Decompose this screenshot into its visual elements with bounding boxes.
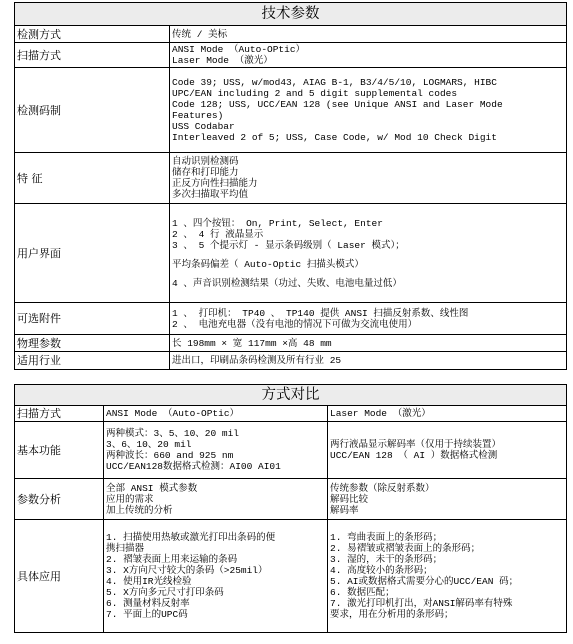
spec-row-industry <box>15 352 567 370</box>
compare-label: 具体应用 <box>15 520 104 633</box>
spec-value-line: 2 、 4 行 液晶显示 <box>172 228 264 240</box>
spec-row-symbologies <box>15 68 567 153</box>
spec-row-features <box>15 153 567 204</box>
compare-ansi-line: 两种波长：660 and 925 nm <box>106 450 234 461</box>
compare-ansi-line: 携扫描器 <box>106 543 145 554</box>
spec-value-line: Interleaved 2 of 5; USS, Case Code, w/ Mod 10 Check Digit <box>172 132 497 143</box>
compare-laser-cell <box>328 422 567 479</box>
spec-label: 适用行业 <box>15 352 170 370</box>
spec-value-line: Features) <box>172 110 224 121</box>
compare-header-ansi: ANSI Mode （Auto-OPtic） <box>104 406 328 422</box>
spec-value-line: 进出口，印刷品条码检测及所有行业 25 <box>172 355 342 366</box>
compare-ansi-cell <box>104 520 328 633</box>
spec-value <box>170 26 567 43</box>
spec-row-physical <box>15 335 567 352</box>
compare-ansi-line: 加上传统的分析 <box>106 504 173 516</box>
compare-header-row <box>15 406 567 422</box>
compare-laser-line: UCC/EAN 128 （ AI ）数据格式检测 <box>330 450 498 461</box>
spec-label: 扫描方式 <box>15 43 170 68</box>
spec-row-scan-method <box>15 43 567 68</box>
spec-value-line: Laser Mode （激光） <box>172 55 273 66</box>
spec-rows <box>15 26 567 370</box>
compare-ansi-line: 5. X方向多元尺寸打印条码 <box>106 587 224 598</box>
compare-label: 参数分析 <box>15 479 104 520</box>
spec-value <box>170 43 567 68</box>
spec-value <box>170 68 567 153</box>
spec-value-line <box>172 270 564 278</box>
compare-laser-line: 两行液晶显示解码率（仅用于持续装置） <box>330 439 502 450</box>
compare-table <box>14 384 567 633</box>
spec-label: 特 征 <box>15 153 170 204</box>
compare-ansi-cell <box>104 479 328 520</box>
compare-laser-cell <box>328 479 567 520</box>
compare-ansi-line: 全部 ANSI 模式参数 <box>106 482 198 494</box>
compare-row-parameter-analysis <box>15 479 567 520</box>
spec-value <box>170 303 567 335</box>
spec-value-line: Code 128; USS, UCC/EAN 128 (see Unique ANSI and Laser Mode <box>172 99 503 110</box>
compare-rows <box>15 422 567 633</box>
spec-value-line: 正反方向性扫描能力 <box>172 178 258 189</box>
spec-row-accessories <box>15 303 567 335</box>
compare-label: 基本功能 <box>15 422 104 479</box>
spec-label: 可选附件 <box>15 303 170 335</box>
compare-laser-line: 要求，用在分析用的条形码； <box>330 609 454 620</box>
compare-header-laser: Laser Mode （激光） <box>328 406 567 422</box>
spec-value-line: 平均条码偏差（ Auto-Optic 扫描头模式） <box>172 258 364 270</box>
spec-value-line: 自动识别检测码 <box>172 156 239 167</box>
compare-ansi-line: UCC/EAN128数据格式检测：AI00 AI01 <box>106 461 281 472</box>
compare-laser-line: 4. 高度较小的条形码； <box>330 565 433 576</box>
compare-row-basic-function <box>15 422 567 479</box>
compare-title: 方式对比 <box>15 385 567 406</box>
spec-value-line: 4 、声音识别检测结果（功过、失败、电池电量过低） <box>172 277 402 289</box>
spec-value-line: Code 39; USS, w/mod43, AIAG B-1, B3/4/5/10, LOGMARS, HIBC <box>172 77 497 88</box>
spec-value-line: USS Codabar <box>172 121 235 132</box>
spec-value-line: UPC/EAN including 2 and 5 digit supplemental codes <box>172 88 458 99</box>
spec-value-line: 长 198mm × 宽 117mm ×高 48 mm <box>172 337 332 349</box>
compare-ansi-line: 两种模式：3、5、10、20 mil <box>106 428 240 439</box>
spec-label: 用户界面 <box>15 204 170 303</box>
compare-laser-line: 传统参数（除反射系数） <box>330 482 435 494</box>
compare-laser-line: 2. 易褶皱或褶皱表面上的条形码； <box>330 543 481 554</box>
spec-value-line: 1 、 打印机： TP40 、 TP140 提供 ANSI 扫描反射系数、线性图 <box>172 307 469 319</box>
compare-laser-line: 5. AI或数据格式需要分心的UCC/EAN 码； <box>330 576 519 587</box>
spec-value-line: 2 、 电池充电器（没有电池的情况下可做为交流电使用） <box>172 318 418 330</box>
compare-laser-line: 7. 激光打印机打出，对ANSI解码率有特殊 <box>330 598 513 609</box>
compare-ansi-line: 应用的需求 <box>106 493 154 505</box>
spec-row-user-interface <box>15 204 567 303</box>
spec-value-line: 多次扫描取平均值 <box>172 189 249 200</box>
compare-header-label: 扫描方式 <box>15 406 104 422</box>
compare-ansi-line: 2. 褶皱表面上用来运输的条码 <box>106 554 238 565</box>
spec-label: 检测方式 <box>15 26 170 43</box>
compare-ansi-line: 3、6、10、20 mil <box>106 439 192 450</box>
compare-laser-line: 1. 弯曲表面上的条形码； <box>330 532 443 543</box>
compare-ansi-cell <box>104 422 328 479</box>
spec-value-line <box>172 251 564 259</box>
compare-laser-line: 解码比较 <box>330 493 369 505</box>
compare-laser-line: 3. 湿的，未干的条形码； <box>330 554 443 565</box>
spec-row-detect-method <box>15 26 567 43</box>
spec-label: 物理参数 <box>15 335 170 352</box>
spec-value-line: 1 、四个按钮： On, Print, Select, Enter <box>172 217 383 229</box>
spec-value <box>170 204 567 303</box>
spec-value-line: 3 、 5 个提示灯 - 显示条码级别（ Laser 模式）； <box>172 239 405 251</box>
compare-laser-cell <box>328 520 567 633</box>
compare-laser-line: 解码率 <box>330 504 359 516</box>
compare-ansi-line: 3. X方向尺寸较大的条码（>25mil） <box>106 565 268 576</box>
spec-title: 技术参数 <box>15 3 567 26</box>
spec-value <box>170 335 567 352</box>
compare-row-application <box>15 520 567 633</box>
compare-ansi-line: 1. 扫描使用热敏或激光打印出条码的便 <box>106 532 276 543</box>
spec-table <box>14 2 567 370</box>
spec-value <box>170 153 567 204</box>
compare-ansi-line: 4. 使用IR光线检验 <box>106 576 192 587</box>
spec-value-line: 传统 / 美标 <box>172 28 228 40</box>
spec-label: 检测码制 <box>15 68 170 153</box>
compare-laser-line: 6. 数据匹配； <box>330 587 395 598</box>
spec-value-line: 储存和打印能力 <box>172 167 239 178</box>
spec-value <box>170 352 567 370</box>
compare-ansi-line: 6. 测量材料反射率 <box>106 598 190 609</box>
spec-value-line: ANSI Mode （Auto-OPtic） <box>172 44 306 55</box>
compare-ansi-line: 7. 平面上的UPC码 <box>106 609 188 620</box>
